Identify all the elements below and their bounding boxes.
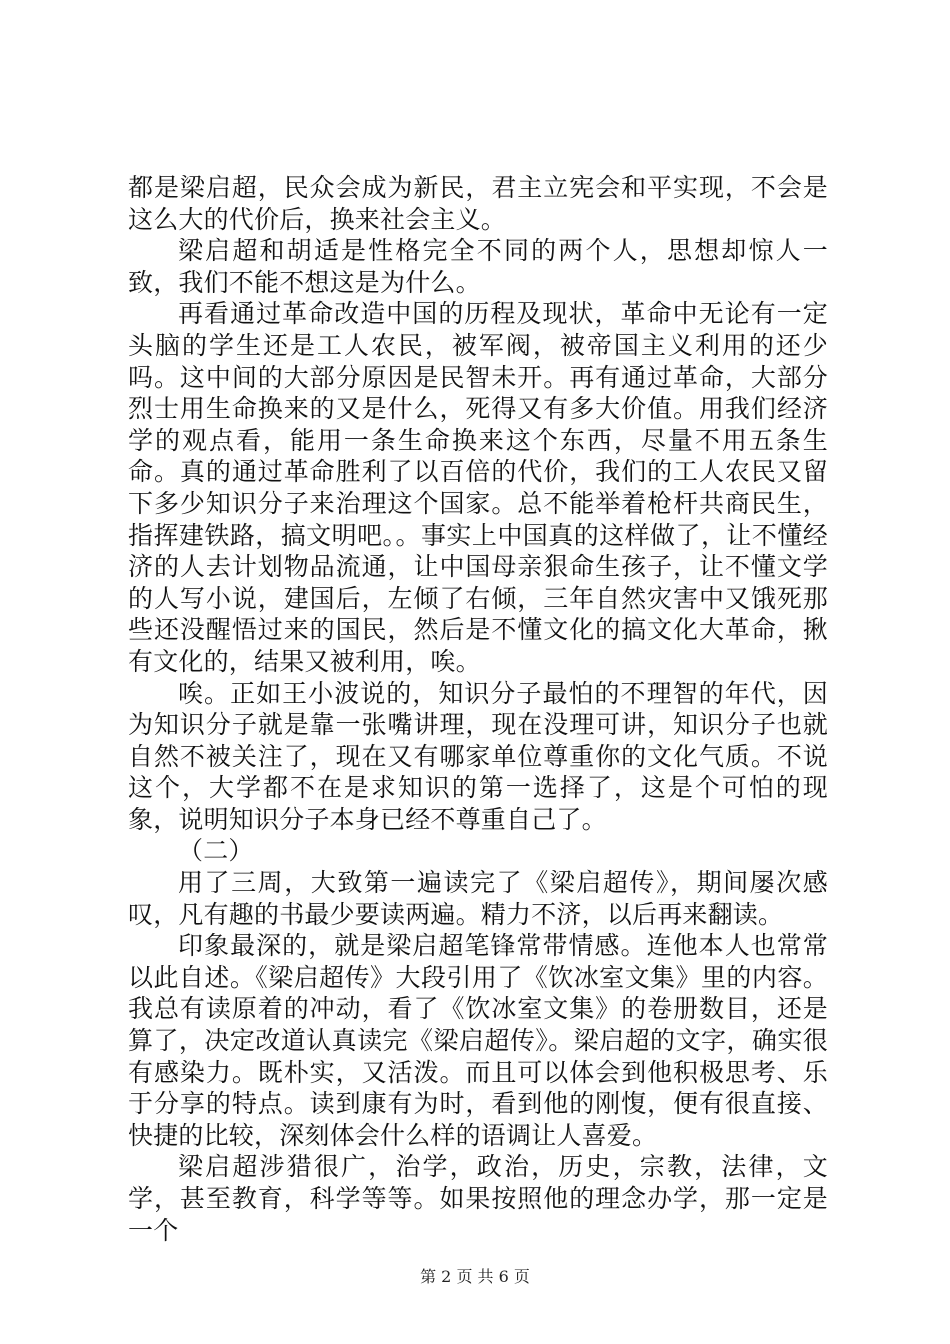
- paragraph-4: 唉。正如王小波说的，知识分子最怕的不理智的年代，因为知识分子就是靠一张嘴讲理，现在没理可讲，知识分子也就自然不被关注了，现在又有哪家单位尊重你的文化气质。不说这个，大学都不在是求知识的第一选择了，这是个可怕的现象，说明知识分子本身已经不尊重自己了。: [128, 678, 828, 834]
- page-number-label: 第 2 页 共 6 页: [420, 1267, 530, 1286]
- page-footer: [0, 1267, 950, 1287]
- paragraph-6: 印象最深的，就是梁启超笔锋常带情感。连他本人也常常以此自述。《梁启超传》大段引用了《饮冰室文集》里的内容。我总有读原着的冲动，看了《饮冰室文集》的卷册数目，还是算了，决定改道认真读完《梁启超传》。梁启超的文字，确实很有感染力。既朴实，又活泼。而且可以体会到他积极思考、乐于分享的特点。读到康有为时，看到他的刚愎，便有很直接、快捷的比较，深刻体会什么样的语调让人喜爱。: [128, 931, 828, 1150]
- paragraph-1: 都是梁启超，民众会成为新民，君主立宪会和平实现，不会是这么大的代价后，换来社会主义。: [128, 173, 828, 234]
- section-heading: （二）: [178, 836, 254, 866]
- paragraph-2: 梁启超和胡适是性格完全不同的两个人，思想却惊人一致，我们不能不想这是为什么。: [128, 236, 828, 297]
- paragraph-7: 梁启超涉猎很广，治学，政治，历史，宗教，法律，文学，甚至教育，科学等等。如果按照他的理念办学，那一定是一个: [128, 1152, 828, 1245]
- document-body: [128, 172, 828, 1246]
- paragraph-3: 再看通过革命改造中国的历程及现状，革命中无论有一定头脑的学生还是工人农民，被军阀，被帝国主义利用的还少吗。这中间的大部分原因是民智未开。再有通过革命，大部分烈士用生命换来的又是什么，死得又有多大价值。用我们经济学的观点看，能用一条生命换来这个东西，尽量不用五条生命。真的通过革命胜利了以百倍的代价，我们的工人农民又留下多少知识分子来治理这个国家。总不能举着枪杆共商民生，指挥建铁路，搞文明吧。。事实上中国真的这样做了，让不懂经济的人去计划物品流通，让中国母亲狠命生孩子，让不懂文学的人写小说，建国后，左倾了右倾，三年自然灾害中又饿死那些还没醒悟过来的国民，然后是不懂文化的搞文化大革命，揪有文化的，结果又被利用，唉。: [128, 299, 828, 676]
- paragraph-5: 用了三周，大致第一遍读完了《梁启超传》，期间屡次感叹，凡有趣的书最少要读两遍。精力不济，以后再来翻读。: [128, 868, 828, 929]
